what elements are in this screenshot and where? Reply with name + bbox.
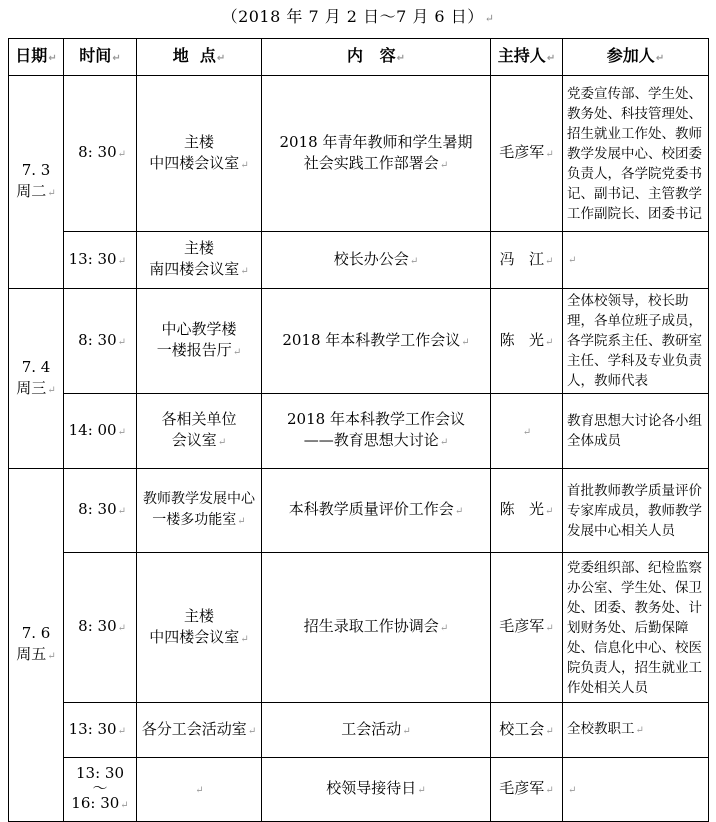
header-date: 日期↵: [9, 39, 64, 76]
date-cell: 7. 6 周五↵: [9, 469, 64, 822]
header-time: 时间↵: [64, 39, 137, 76]
header-participants: 参加人↵: [563, 39, 709, 76]
header-content: 内 容↵: [262, 39, 491, 76]
time-cell: 13: 30↵: [64, 232, 137, 289]
place-cell: 主楼 中四楼会议室↵: [137, 553, 262, 703]
place-cell: ↵: [137, 758, 262, 822]
time-cell: 13: 30↵: [64, 703, 137, 758]
time-cell: 14: 00↵: [64, 394, 137, 469]
participants-cell: ↵: [563, 232, 709, 289]
host-cell: 毛彦军↵: [491, 758, 563, 822]
host-cell: 毛彦军↵: [491, 553, 563, 703]
place-cell: 教师教学发展中心 一楼多功能室↵: [137, 469, 262, 553]
table-row: [9, 758, 709, 822]
place-cell: 主楼 中四楼会议室↵: [137, 76, 262, 232]
table-row: [9, 394, 709, 469]
place-cell: 各相关单位 会议室↵: [137, 394, 262, 469]
header-host: 主持人↵: [491, 39, 563, 76]
host-cell: 陈 光↵: [491, 469, 563, 553]
table-header-row: [9, 39, 709, 76]
host-cell: 冯 江↵: [491, 232, 563, 289]
host-cell: 陈 光↵: [491, 289, 563, 394]
time-cell: 8: 30↵: [64, 553, 137, 703]
place-cell: 各分工会活动室↵: [137, 703, 262, 758]
table-row: [9, 469, 709, 553]
time-cell: 8: 30↵: [64, 289, 137, 394]
header-place: 地 点↵: [137, 39, 262, 76]
content-cell: 2018 年本科教学工作会议 ——教育思想大讨论↵: [262, 394, 491, 469]
schedule-title: （2018 年 7 月 2 日～7 月 6 日）↵: [221, 7, 495, 26]
participants-cell: ↵: [563, 758, 709, 822]
content-cell: 2018 年青年教师和学生暑期 社会实践工作部署会↵: [262, 76, 491, 232]
content-cell: 本科教学质量评价工作会↵: [262, 469, 491, 553]
time-cell: 8: 30↵: [64, 469, 137, 553]
content-cell: 校长办公会↵: [262, 232, 491, 289]
content-cell: 校领导接待日↵: [262, 758, 491, 822]
participants-cell: 党委宣传部、学生处、教务处、科技管理处、招生就业工作处、教师教学发展中心、校团委负责人，各学院党委书记、副书记、主管教学工作副院长、团委书记: [563, 76, 709, 232]
table-row: [9, 289, 709, 394]
table-row: [9, 76, 709, 232]
content-cell: 2018 年本科教学工作会议↵: [262, 289, 491, 394]
host-cell: ↵: [491, 394, 563, 469]
place-cell: 主楼 南四楼会议室↵: [137, 232, 262, 289]
time-cell: 13: 30 ～ 16: 30↵: [64, 758, 137, 822]
content-cell: 招生录取工作协调会↵: [262, 553, 491, 703]
participants-cell: 党委组织部、纪检监察办公室、学生处、保卫处、团委、教务处、计划财务处、后勤保障处、信息化中心、校医院负责人，招生就业工作处相关人员: [563, 553, 709, 703]
table-row: [9, 703, 709, 758]
participants-cell: 全校教职工↵: [563, 703, 709, 758]
participants-cell: 教育思想大讨论各小组全体成员: [563, 394, 709, 469]
content-cell: 工会活动↵: [262, 703, 491, 758]
participants-cell: 首批教师教学质量评价专家库成员，教师教学发展中心相关人员: [563, 469, 709, 553]
date-cell: 7. 3 周二↵: [9, 76, 64, 289]
schedule-table: [8, 38, 709, 822]
host-cell: 校工会↵: [491, 703, 563, 758]
host-cell: 毛彦军↵: [491, 76, 563, 232]
place-cell: 中心教学楼 一楼报告厅↵: [137, 289, 262, 394]
date-cell: 7. 4 周三↵: [9, 289, 64, 469]
time-cell: 8: 30↵: [64, 76, 137, 232]
participants-cell: 全体校领导，校长助理，各单位班子成员，各学院系主任、教研室主任、学科及专业负责人，教师代表: [563, 289, 709, 394]
table-row: [9, 232, 709, 289]
table-row: [9, 553, 709, 703]
